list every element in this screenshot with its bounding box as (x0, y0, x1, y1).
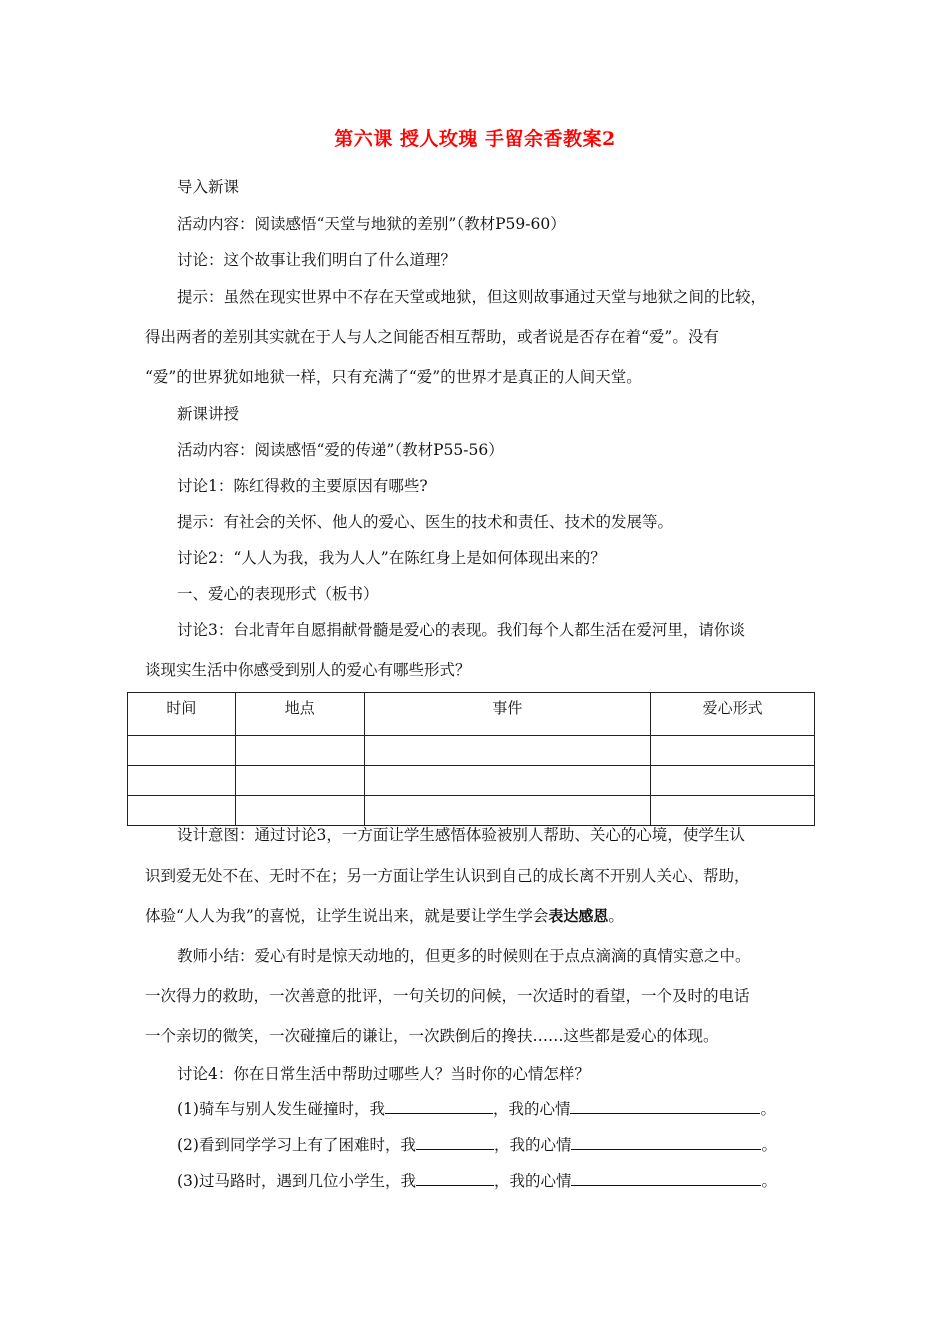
page-title: 第六课 授人玫瑰 手留余香教案2 (334, 128, 616, 150)
discussion-3-line-1: 讨论3：台北青年自愿捐献骨髓是爱心的表现。我们每个人都生活在爱河里，请你谈 (177, 621, 745, 639)
design-intent-text: 体验“人人为我”的喜悦，让学生说出来，就是要让学生学会 (145, 907, 549, 925)
lesson-heading: 新课讲授 (177, 405, 240, 423)
answer-blank[interactable] (385, 1099, 493, 1114)
discussion-2: 讨论2：“人人为我，我为人人”在陈红身上是如何体现出来的？ (177, 549, 606, 567)
design-intent-line-1: 设计意图：通过讨论3，一方面让学生感悟体验被别人帮助、关心的心境，使学生认 (177, 826, 745, 844)
summary-line-1: 教师小结：爱心有时是惊天动地的，但更多的时候则在于点点滴滴的真情实意之中。 (177, 947, 751, 965)
intro-hint-line-2: 得出两者的差别其实就在于人与人之间能否相互帮助，或者说是否存在着“爱”。没有 (145, 328, 719, 346)
intro-hint-line-3: “爱”的世界犹如地狱一样，只有充满了“爱”的世界才是真正的人间天堂。 (145, 368, 642, 386)
table-cell[interactable] (235, 766, 364, 796)
design-intent-line-2: 识到爱无处不在、无时不在；另一方面让学生认识到自己的成长离不开别人关心、帮助， (145, 867, 750, 885)
table-cell[interactable] (235, 796, 364, 826)
fill-item-end: 。 (761, 1172, 777, 1190)
table-cell[interactable] (651, 766, 815, 796)
fill-item-text: ，我的心情 (492, 1100, 571, 1118)
summary-line-3: 一个亲切的微笑，一次碰撞后的谦让，一次跌倒后的搀扶……这些都是爱心的体现。 (145, 1027, 719, 1045)
design-intent-line-3 (145, 906, 825, 926)
table-cell[interactable] (651, 796, 815, 826)
fill-item-end: 。 (760, 1100, 776, 1118)
design-intent-end: 。 (608, 907, 624, 925)
table-header: 爱心形式 (651, 693, 815, 736)
answer-blank[interactable] (571, 1135, 761, 1150)
table-cell[interactable] (364, 736, 651, 766)
fill-item-3 (177, 1171, 857, 1191)
answer-blank[interactable] (416, 1135, 494, 1150)
table-cell[interactable] (364, 796, 651, 826)
fill-item-text: (2)看到同学学习上有了困难时，我 (177, 1136, 416, 1154)
hint-1: 提示：有社会的关怀、他人的爱心、医生的技术和责任、技术的发展等。 (177, 513, 674, 531)
table-header: 事件 (364, 693, 651, 736)
answer-blank[interactable] (571, 1171, 761, 1186)
discussion-4: 讨论4：你在日常生活中帮助过哪些人？当时你的心情怎样？ (177, 1065, 590, 1083)
love-forms-table (127, 692, 815, 826)
intro-hint-line-1: 提示：虽然在现实世界中不存在天堂或地狱，但这则故事通过天堂与地狱之间的比较， (177, 288, 767, 306)
intro-activity: 活动内容：阅读感悟“天堂与地狱的差别”（教材P59-60） (177, 215, 566, 233)
intro-heading: 导入新课 (177, 178, 240, 196)
table-row (128, 736, 815, 766)
table-cell[interactable] (128, 766, 236, 796)
table-header: 时间 (128, 693, 236, 736)
discussion-3-line-2: 谈现实生活中你感受到别人的爱心有哪些形式？ (145, 661, 471, 679)
table-cell[interactable] (235, 736, 364, 766)
table-cell[interactable] (128, 736, 236, 766)
table-row (128, 766, 815, 796)
table-cell[interactable] (128, 796, 236, 826)
answer-blank[interactable] (416, 1171, 494, 1186)
table-row (128, 796, 815, 826)
discussion-1: 讨论1：陈红得救的主要原因有哪些? (177, 477, 428, 495)
fill-item-2 (177, 1135, 857, 1155)
answer-blank[interactable] (570, 1099, 760, 1114)
intro-discussion: 讨论：这个故事让我们明白了什么道理？ (177, 251, 457, 269)
design-intent-emphasis: 表达感恩 (548, 907, 609, 925)
table-cell[interactable] (651, 736, 815, 766)
fill-item-text: ，我的心情 (493, 1172, 572, 1190)
table-header: 地点 (235, 693, 364, 736)
fill-item-1 (177, 1099, 857, 1119)
table-cell[interactable] (364, 766, 651, 796)
fill-item-text: (1)骑车与别人发生碰撞时，我 (177, 1100, 385, 1118)
section-heading-1: 一、爱心的表现形式（板书） (177, 585, 379, 603)
fill-item-text: ，我的心情 (493, 1136, 572, 1154)
summary-line-2: 一次得力的救助，一次善意的批评，一句关切的问候，一次适时的看望，一个及时的电话 (145, 987, 750, 1005)
table-header-row (128, 693, 815, 736)
fill-item-text: (3)过马路时，遇到几位小学生，我 (177, 1172, 416, 1190)
fill-item-end: 。 (761, 1136, 777, 1154)
lesson-activity: 活动内容：阅读感悟“爱的传递”（教材P55-56） (177, 441, 504, 459)
